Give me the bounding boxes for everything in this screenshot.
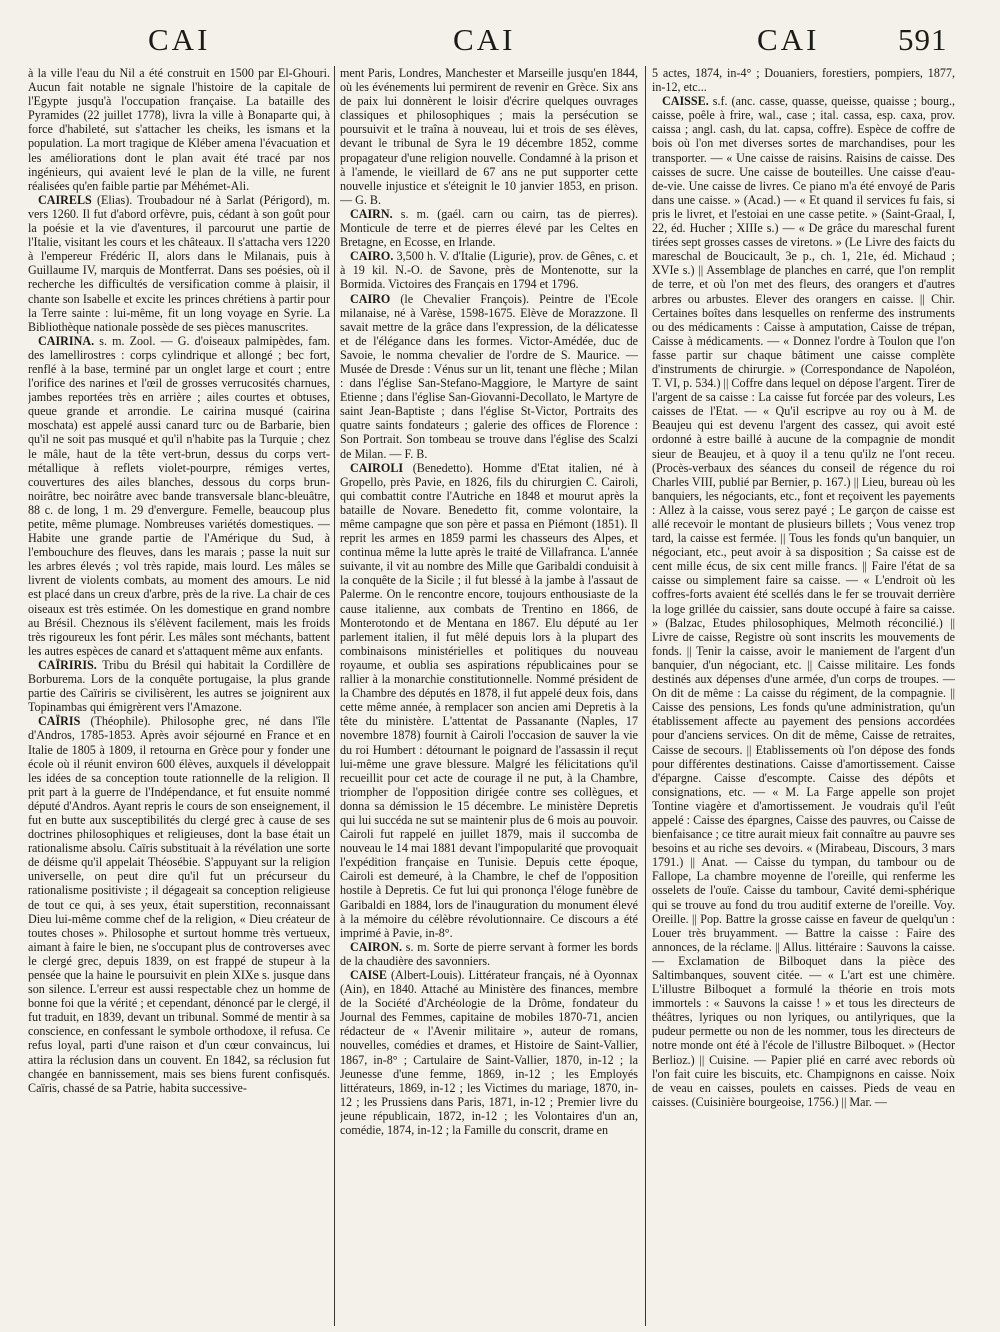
entry-headword: CAÏRIRIS.: [38, 657, 97, 672]
entry-text: s.f. (anc. casse, quasse, queisse, quaisse ; bourg., caisse, poêle à frire, wal., case ; ital. cassa, esp. caxa, prov. caissa ; angl. cash, du lat. capsa, coffre). Espèce de coffre de bois où l'on met diverses sortes de marchandises, pour les transporter. — « Une caisse de raisins. Raisins de caisse. Des caisses de sucre. Une caisse de bouteilles. Une caisse d'eau-de-vie. Une caisse de livres. Ce piano m'a été envoyé de Paris dans une caisse. » (Acad.) — « Et quand il services fu fais, si pris le livret, et l'estoiai en une casse petite. » (Saint-Graal, I, 22, éd. Hucher ; XIIIe s.) — « De grâce du mareschal furent tirées sept grosses casses de viretons. » (Le Livre des faicts du mareschal de Boucicault, 3e p., ch. 1, 21e, éd. Michaud ; XVIe s.) || Assemblage de planches en carré, que l'on remplit de terre, et où l'on met des fleurs, des orangers et d'autres arbres ou arbustes. Elever des orangers en caisse. || Chir. Certaines boîtes dans lesquelles on renferme des instruments ou des médicaments : Caisse à amputation, Caisse de trépan, Caisse à médicaments. — « Donnez l'ordre à Toulon que l'on fasse partir sur chaque bâtiment une caisse complète d'instruments de chirurgie. » (Correspondance de Napoléon, T. VI, p. 534.) || Coffre dans lequel on dépose l'argent. Tirer de l'argent de sa caisse : La caisse fut forcée par des voleurs, Les caisses de l'Etat. — « Qu'il escripve au roy ou à M. de Beaujeu qui est devenu l'argent des cassez, qui avoit esté ordonné à estre baillé à aucune de la compagnie de mondit sieur de Beaujeu, et à quoy il a tenu qu'ilz ne l'ont receu. (Procès-verbaux des séances du conseil de régence du roi Charles VIII, publié par Bernier, p. 167.) || Lieu, bureau où les banquiers, les négociants, etc., font et reçoivent les payements : Allez à la caisse, vous serez payé ; Le garçon de caisse est allé recevoir le montant de plusieurs billets ; Vous venez trop tard, la caisse est fermée. || Tous les fonds qu'un banquier, un négociant, etc., peut avoir à sa disposition ; Sa caisse est de cent mille écus, de six cent mille francs. || Faire l'état de sa caisse ou simplement faire sa caisse. — « L'endroit où les coffres-forts avaient été scellés dans le fer se trouvait derrière la loge grillée du caissier, sans doute occupé à faire sa caisse. » (Balzac, Etudes philosophiques, Melmoth réconcilié.) || Livre de caisse, Registre où sont inscrits les mouvements de fonds. || Tenir la caisse, avoir le maniement de l'argent d'un banquier, d'un négociant, etc. || Caisse militaire. Les fonds destinés aux dépenses d'une armée, d'un corps de troupes. — On dit de même : La caisse du régiment, de la compagnie. || Caisse des pensions, Les fonds qu'une administration, qu'un établissement affecte au payement des pensions accordées pour d'anciens services. On dit de même, Caisse de retraites, Caisse de secours. || Etablissements où l'on dépose des fonds pour différentes destinations. Caisse d'amortissement. Caisse d'épargne. Caisse d'escompte. Caisse des dépôts et consignations, etc. — « M. La Farge appelle son projet Tontine viagère et d'amortissement. Je voudrais qu'il l'eût appelé : Caisse des épargnes, Caisse des pauvres, ou Caisse de bienfaisance ; ce titre aurait mieux fait connaître au pauvre ses besoins et au riche ses devoirs. « (Mirabeau, Discours, 3 mars 1791.) || Anat. — Caisse du tympan, du tambour ou de Fallope, La chambre moyenne de l'oreille, qui renferme les osselets de l'ouïe. Caisse du tambour, Cavité demi-sphérique qui se trouve au fond du trou auditif externe de l'oreille. Voy. Oreille. || Pop. Battre la grosse caisse en faveur de quelqu'un : Louer très bruyamment. — Battre la caisse : Faire des annonces, de la réclame. || Allus. littéraire : Sauvons la caisse. — Exclamation de Bilboquet dans la pièce des Saltimbanques, souvent citée. — « L'art est une chimère. L'illustre Bilboquet a formulé la théorie en trois mots immortels : « Sauvons la caisse ! » et tous les directeurs de théâtres, lyriques ou non lyriques, ou antilyriques, que la pudeur permette ou non de les nommer, tous les directeurs de notre monde ont été à l'école de l'illustre Bilboquet. » (Hector Berlioz.) || Cuisine. — Papier plié en carré avec rebords où l'on fait cuire les biscuits, etc. Champignons en caisse. Noix de veau en caisses, poulets en caisses. Pieds de veau en caisses. (Cuisinière bourgeoise, 1756.) || Mar. —: [652, 94, 955, 1109]
dictionary-entry: [652, 94, 955, 1109]
text-column-middle: [340, 66, 638, 1326]
entry-headword: CAIRO: [350, 291, 391, 306]
dictionary-entry: [28, 658, 330, 714]
entry-text: s. m. (gaél. carn ou cairn, tas de pierres). Monticule de terre et de pierres élevé par les Celtes en Bretagne, en Ecosse, en Irlande.: [340, 206, 638, 250]
dictionary-entry: [340, 968, 638, 1137]
dictionary-entry: [340, 461, 638, 940]
running-header: [0, 22, 1000, 62]
column-divider-2: [645, 66, 646, 1326]
header-center-word: CAI: [453, 22, 516, 57]
text-column-left: [28, 66, 330, 1326]
dictionary-entry: [340, 940, 638, 968]
entry-continuation: [28, 66, 330, 193]
entry-text: 3,500 h. V. d'Italie (Ligurie), prov. de Gênes, c. et à 19 kil. N.-O. de Savone, près de Montenotte, sur la Bormida. Victoires des Français en 1794 et 1796.: [340, 249, 638, 292]
entry-text: (Théophile). Philosophe grec, né dans l'île d'Andros, 1785-1853. Après avoir séjourné en France et en Italie de 1805 à 1809, il retourna en Grèce pour y fonder une école où il réunit environ 600 élèves, auxquels il développait les idées de sa conception toute rationnelle de la religion. Il prit part à la guerre de l'Indépendance, et fut ensuite nommé député d'Andros. Ayant repris le cours de son enseignement, il fut en butte aux susceptibilités du clergé grec à cause de ses doctrines philosophiques et religieuses, dont la base était un rationalisme absolu. Caïris substituait à la révélation une sorte de déisme qu'il appelait Théosébie. S'appuyant sur la religion universelle, on peut dire qu'il fut un précurseur du rationalisme positiviste ; il dégageait sa conception religieuse de tout ce qui, à ses yeux, était superstition, reconnaissant Dieu lui-même comme chef de la religion, « Dieu créateur de toutes choses ». Philosophe et surtout homme très vertueux, aimant à faire le bien, ne s'occupant plus de controverses avec le clergé grec, depuis 1839, on est frappé de stupeur à la pensée que la haine le poursuivit en plein XIXe s. jusque dans son silence. L'erreur est aussi respectable chez un homme de bonne foi que la vérité ; et cependant, dénoncé par le clergé, il fut traduit, en 1839, devant un tribunal. Sommé de mentir à sa conscience, en confessant le symbole orthodoxe, il refusa. Ce refus loyal, parti d'une raison et d'un cœur convaincus, lui attira la réclusion dans un couvent. En 1842, sa réclusion fut changée en bannissement, mais ses biens furent confisqués. Caïris, chassé de sa Patrie, habita successive-: [28, 714, 330, 1095]
entry-headword: CAIRN.: [350, 206, 393, 221]
entry-continuation: [340, 66, 638, 207]
entry-text: ment Paris, Londres, Manchester et Marseille jusqu'en 1844, où les événements lui permirent de revenir en Grèce. Six ans de paix lui donnèrent le loisir d'écrire quelques ouvrages classiques et philosophiques ; mais la persécution se poursuivit et le traîna à nouveau, lui et trois de ses élèves, devant le tribunal de Syra le 19 décembre 1852, comme propagateur d'une religion nouvelle. Condamné à la prison et à l'amende, le vieillard de 67 ans ne put supporter cette nouvelle injustice et s'éteignit le 10 janvier 1853, en prison. — G. B.: [340, 66, 638, 207]
entry-text: (Benedetto). Homme d'Etat italien, né à Gropello, près Pavie, en 1826, fils du chirurgien C. Cairoli, qui combattit contre l'Autriche en 1848 et mourut après la bataille de Novare. Benedetto fit, comme volontaire, la même campagne que son père et passa en Piémont (1851). Il reprit les armes en 1859 parmi les chasseurs des Alpes, et continua même la lutte après le traité de Villafranca. L'année suivante, il vit au nombre des Mille que Garibaldi conduisit à la conquête de la Sicile ; il fut blessé à la jambe à l'assaut de Palerme. On le rencontre encore, toujours enthousiaste de la cause italienne, aux combats de Trentino en 1866, de Monterotondo et de Mentana en 1867. Elu député au 1er parlement italien, il fut mêlé depuis lors à la plupart des combinaisons ministérielles et politiques du nouveau royaume, et oublia ses aspirations républicaines pour se rallier à la monarchie constitutionnelle. Nommé président de la Chambre des députés en 1878, il fut appelé deux fois, dans cette même année, à remplacer son ancien ami Depretis à la tête du ministère. L'attentat de Passanante (Naples, 17 novembre 1878) fournit à Cairoli l'occasion de sauver la vie du roi Humbert : détournant le poignard de l'assassin il reçut lui-même une grave blessure. Malgré les félicitations qu'il recueillit pour cet acte de courage il ne put, à la Chambre, triompher de l'opposition dirigée contre ses collègues, et donna sa démission le 15 décembre. Le ministère Depretis qui lui succéda ne sut se maintenir plus de 6 mois au pouvoir. Cairoli fut rappelé en juillet 1879, mais il succomba de nouveau le 14 mai 1881 devant l'impopularité que provoquait l'expédition française en Tunisie. Depuis cette époque, Cairoli est demeuré, à la Chambre, le chef de l'opposition hostile à Depretis. Ce fut lui qui prononça l'éloge funèbre de Garibaldi en 1884, lors de l'inauguration du monument élevé à la mémoire du célèbre révolutionnaire. Ce discours a été imprimé à Pavie, in-8°.: [340, 460, 638, 940]
entry-headword: CAISE: [350, 968, 387, 982]
entry-text: s. m. Sorte de pierre servant à former les bords de la chaudière des savonniers.: [340, 939, 638, 968]
entry-text: (Elias). Troubadour né à Sarlat (Périgord), m. vers 1260. Il fut d'abord orfèvre, puis, cédant à son goût pour la poésie et la vie d'aventures, il parcourut une partie de l'Italie, visitant les cours et les châteaux. Il s'attacha vers 1220 à l'empereur Frédéric II, alors dans le Milanais, puis à Guillaume IV, marquis de Montferrat. Dans ses poésies, où il recherche les difficultés de versification comme à plaisir, il chante son Isabelle et excite les princes chrétiens à partir pour la Terre sainte : lui-même, fit un long voyage en Syrie. La Bibliothèque nationale possède de ses pièces manuscrites.: [28, 192, 330, 334]
entry-text: 5 actes, 1874, in-4° ; Douaniers, forestiers, pompiers, 1877, in-12, etc...: [652, 66, 955, 95]
entry-continuation: [652, 66, 955, 94]
entry-text: s. m. Zool. — G. d'oiseaux palmipèdes, fam. des lamellirostres : corps cylindrique et allongé ; bec fort, renflé à la base, terminé par un onglet large et court ; entre l'orifice des narines et l'œil de grosses verrucosités charnues, jambes reportées très en arrière ; ailes courtes et obtuses, queue grande et arrondie. Le cairina musqué (cairina moschata) est appelé aussi canard turc ou de Barbarie, bien qu'il ne soit pas musqué et qu'il n'habite pas la Turquie ; chez le mâle, haut de la tête vert-brun, dessus du corps vert-métallique à reflets violet-pourpre, rémiges vertes, couvertures des ailes blanches, dessous du corps brun-noirâtre, bec noirâtre avec bande transversale blanc-bleuâtre, 88 c. de long, 1 m. 29 d'envergure. Femelle, beaucoup plus petite, même plumage. Nombreuses variétés domestiques. — Habite une grande partie de l'Amérique du Sud, à l'embouchure des fleuves, dans les marais ; passe la nuit sur les arbres élevés ; vol très rapide, mais lourd. Les mâles se livrent de violents combats, au moment des amours. Le nid est placé dans un creux d'arbre, près de la rive. La chair de ces oiseaux est très estimée. On les domestique en grand nombre au Brésil. Cheznous ils s'élèvent facilement, mais les froids très rigoureux les font périr. Les mâles sont méchants, battent les autres espèces de canard et s'attaquent même aux enfants.: [28, 333, 330, 658]
column-divider-1: [334, 66, 335, 1326]
entry-text: (Albert-Louis). Littérateur français, né à Oyonnax (Ain), en 1840. Attaché au Ministère des finances, membre de la Société d'Archéologie de la Drôme, fondateur du Journal des Femmes, capitaine de mobiles 1870-71, ancien rédacteur de « l'Avenir militaire », auteur de romans, nouvelles, comédies et drames, et Histoire de Saint-Vallier, 1867, in-8° ; Cartulaire de Saint-Vallier, 1870, in-12 ; la Jeunesse d'une femme, 1869, in-12 ; les Employés littérateurs, 1869, in-12 ; les Victimes du mariage, 1870, in-12 ; les Prussiens dans Paris, 1871, in-12 ; Premier livre du jeune républicain, 1872, in-12 ; les Volontaires d'un an, comédie, 1874, in-12 ; la Famille du conscrit, drame en: [340, 968, 638, 1138]
entry-text: (le Chevalier François). Peintre de l'Ecole milanaise, né à Varèse, 1598-1675. Elève de Morazzone. Il savait mettre de la grâce dans l'expression, de la délicatesse et de l'élégance dans les formes. Victor-Amédée, duc de Savoie, le nomma chevalier de l'ordre de S. Maurice. — Musée de Dresde : Vénus sur un lit, tenant une flèche ; Milan : dans l'église San-Stefano-Maggiore, le Martyre de saint Etienne ; dans l'église San-Giovanni-Decollato, le Martyre de saint Jean-Baptiste ; dans l'église St-Victor, Portraits des quatre saints fondateurs ; galerie des offices de Florence : Son Portrait. Son tombeau se trouve dans l'église des Scalzi de Milan. — F. B.: [340, 291, 638, 461]
entry-headword: CAIROLI: [350, 460, 404, 475]
dictionary-entry: [28, 193, 330, 334]
entry-text: à la ville l'eau du Nil a été construit en 1500 par El-Ghouri. Aucun fait notable ne signale l'histoire de la capitale de l'Egypte jusqu'à l'occupation française. La bataille des Pyramides (22 juillet 1778), livra la ville à Bonaparte qui, à force d'habileté, sut s'attacher les cheiks, les ismans et la population. La mort tragique de Kléber amena l'évacuation et les améliorations dont le plan avait été tracé par nos ingénieurs, qui avaient levé le plan de la ville, ne furent réalisées qu'en faible partie par Méhémet-Ali.: [28, 66, 330, 193]
dictionary-entry: [28, 334, 330, 658]
entry-text: Tribu du Brésil qui habitait la Cordillère de Borburema. Lors de la conquête portugaise, la plus grande partie des Caïriris se civilisèrent, les autres se joignirent aux Topinambas qui émigrèrent vers l'Amazone.: [28, 657, 330, 715]
dictionary-entry: [28, 714, 330, 1095]
dictionary-entry: [340, 207, 638, 249]
dictionary-entry: [340, 292, 638, 461]
text-column-right: [652, 66, 955, 1326]
entry-headword: CAIRINA.: [38, 333, 95, 348]
entry-headword: CAIRON.: [350, 939, 403, 954]
page-number: 591: [898, 22, 948, 57]
entry-headword: CAISSE.: [662, 94, 709, 109]
header-left-word: CAI: [148, 22, 211, 57]
entry-headword: CAÏRIS: [38, 714, 81, 729]
dictionary-entry: [340, 249, 638, 291]
entry-headword: CAIRO.: [350, 249, 394, 264]
entry-headword: CAIRELS: [38, 192, 92, 207]
header-right-word: CAI: [757, 22, 820, 57]
